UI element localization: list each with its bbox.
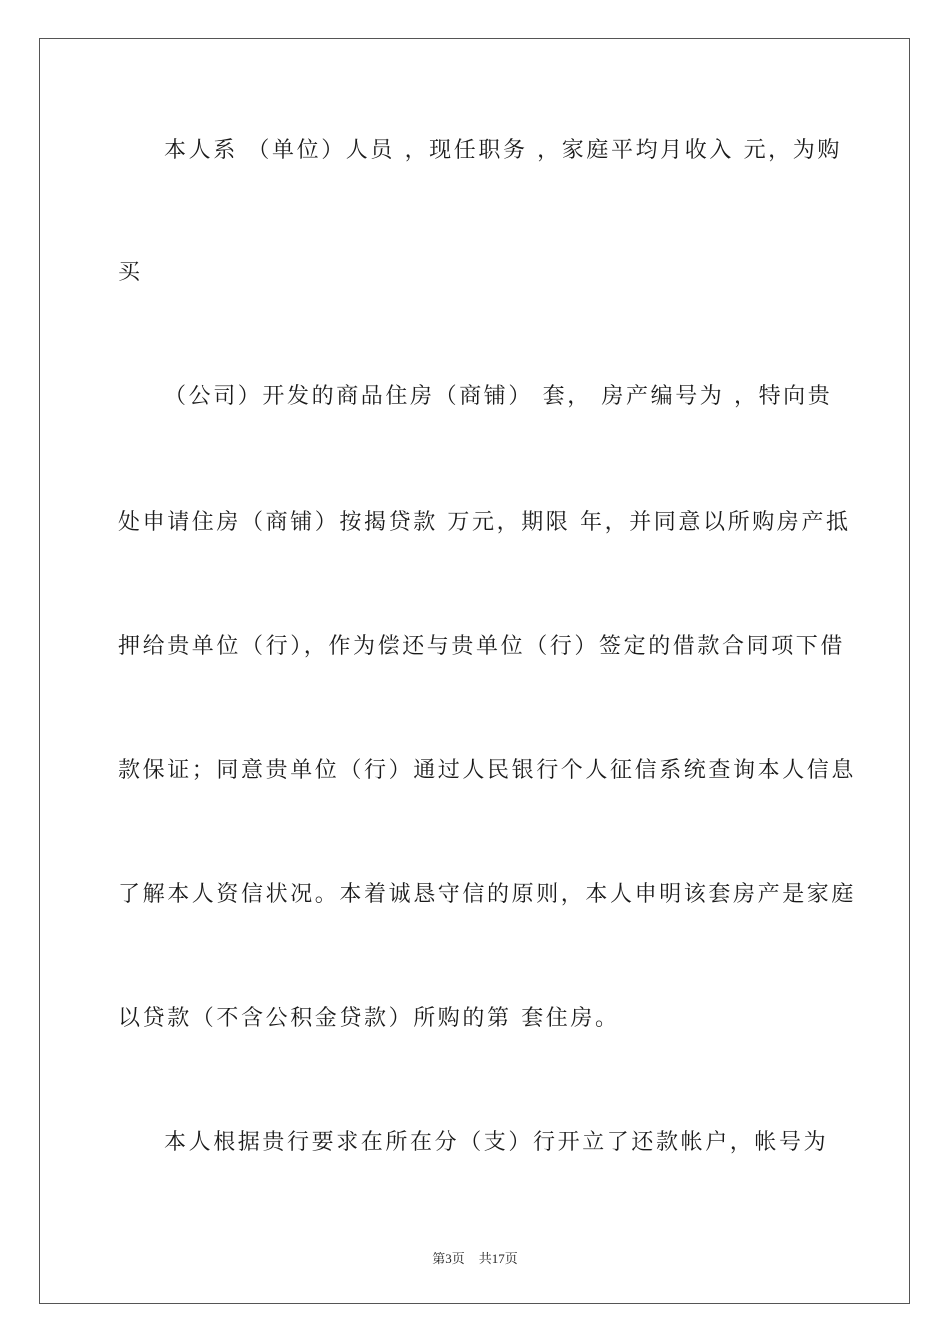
- page-footer: [0, 1248, 950, 1267]
- paragraph-line-8: 以贷款（不含公积金贷款）所购的第 套住房。: [118, 1006, 620, 1031]
- paragraph-line-5: 押给贵单位（行），作为偿还与贵单位（行）签定的借款合同项下借: [118, 634, 846, 659]
- paragraph-line-9: 本人根据贵行要求在所在分（支）行开立了还款帐户，帐号为: [164, 1130, 829, 1155]
- paragraph-line-2: 买: [118, 260, 143, 285]
- paragraph-line-7: 了解本人资信状况。本着诚恳守信的原则，本人申明该套房产是家庭: [118, 882, 857, 907]
- paragraph-line-1: 本人系 （单位）人员 ，现任职务 ，家庭平均月收入 元，为购: [164, 138, 842, 163]
- page-border: [39, 38, 910, 1304]
- paragraph-line-4: 处申请住房（商铺）按揭贷款 万元，期限 年，并同意以所购房产抵: [118, 510, 851, 535]
- page-number: 第3页: [432, 1251, 465, 1266]
- page-total: 共17页: [478, 1251, 518, 1266]
- paragraph-line-3: （公司）开发的商品住房（商铺） 套， 房产编号为 ，特向贵: [164, 384, 833, 409]
- paragraph-line-6: 款保证；同意贵单位（行）通过人民银行个人征信系统查询本人信息: [118, 758, 857, 783]
